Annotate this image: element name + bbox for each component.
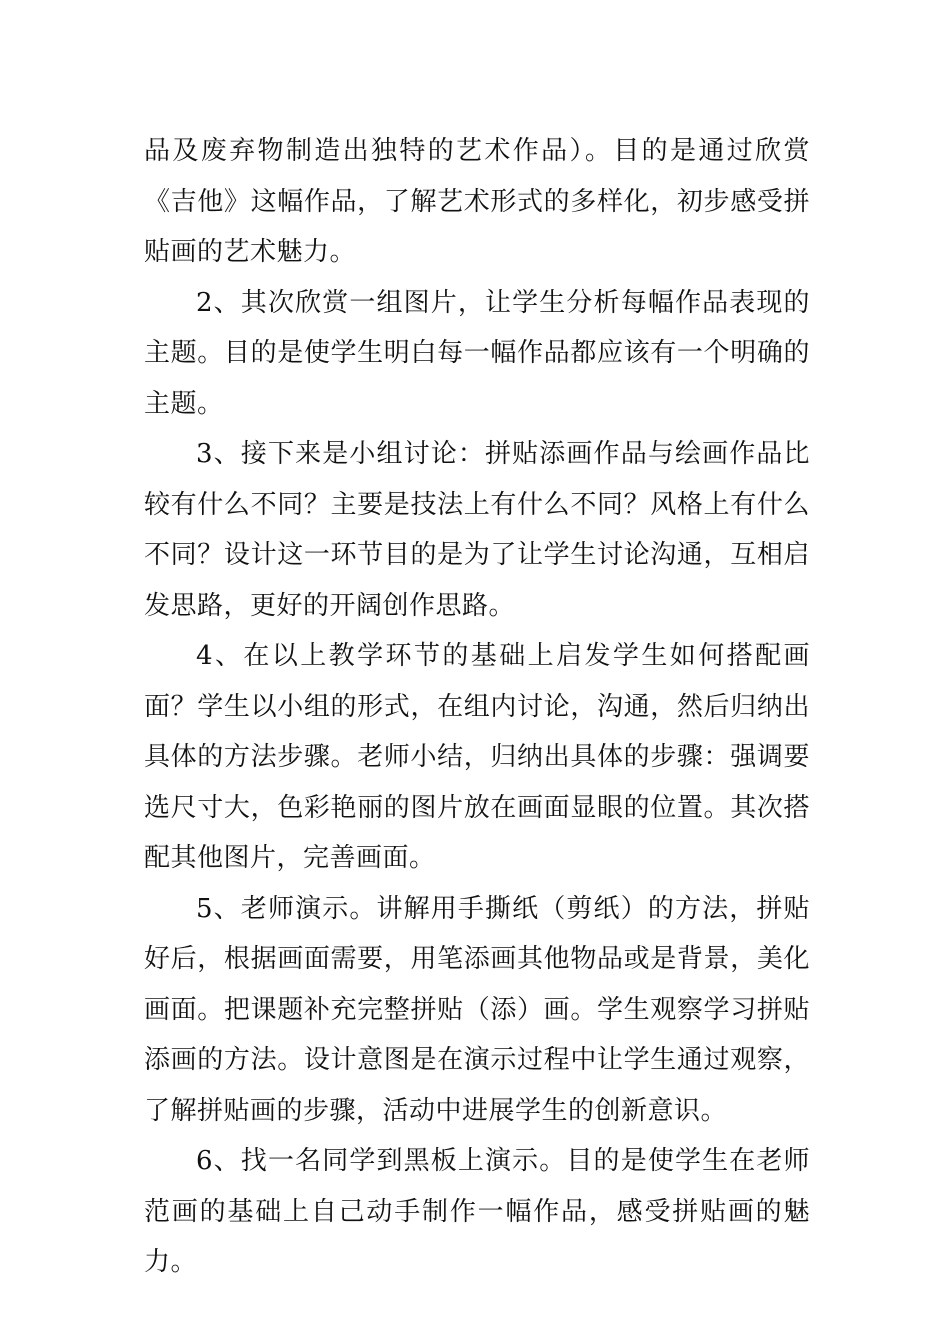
paragraph-step-4: 4、在以上教学环节的基础上启发学生如何搭配画面？学生以小组的形式，在组内讨论，沟通，然后归纳出具体的方法步骤。老师小结，归纳出具体的步骤：强调要选尺寸大，色彩艳丽的图片放在画面显眼的位置。其次搭配其他图片，完善画面。 (144, 641, 810, 873)
paragraph-step-2: 2、其次欣赏一组图片，让学生分析每幅作品表现的主题。目的是使学生明白每一幅作品都应该有一个明确的主题。 (144, 287, 810, 419)
document-body (144, 126, 810, 1288)
paragraph-step-6: 6、找一名同学到黑板上演示。目的是使学生在老师范画的基础上自己动手制作一幅作品，感受拼贴画的魅力。 (144, 1146, 810, 1277)
paragraph-step-3: 3、接下来是小组讨论：拼贴添画作品与绘画作品比较有什么不同？主要是技法上有什么不同？风格上有什么不同？设计这一环节目的是为了让学生讨论沟通，互相启发思路，更好的开阔创作思路。 (144, 439, 810, 621)
paragraph-step-5: 5、老师演示。讲解用手撕纸（剪纸）的方法，拼贴好后，根据画面需要，用笔添画其他物品或是背景，美化画面。把课题补充完整拼贴（添）画。学生观察学习拼贴添画的方法。设计意图是在演示过程中让学生通过观察，了解拼贴画的步骤，活动中进展学生的创新意识。 (144, 893, 810, 1126)
paragraph-continuation: 品及废弃物制造出独特的艺术作品）。目的是通过欣赏《吉他》这幅作品，了解艺术形式的多样化，初步感受拼贴画的艺术魅力。 (144, 136, 810, 267)
